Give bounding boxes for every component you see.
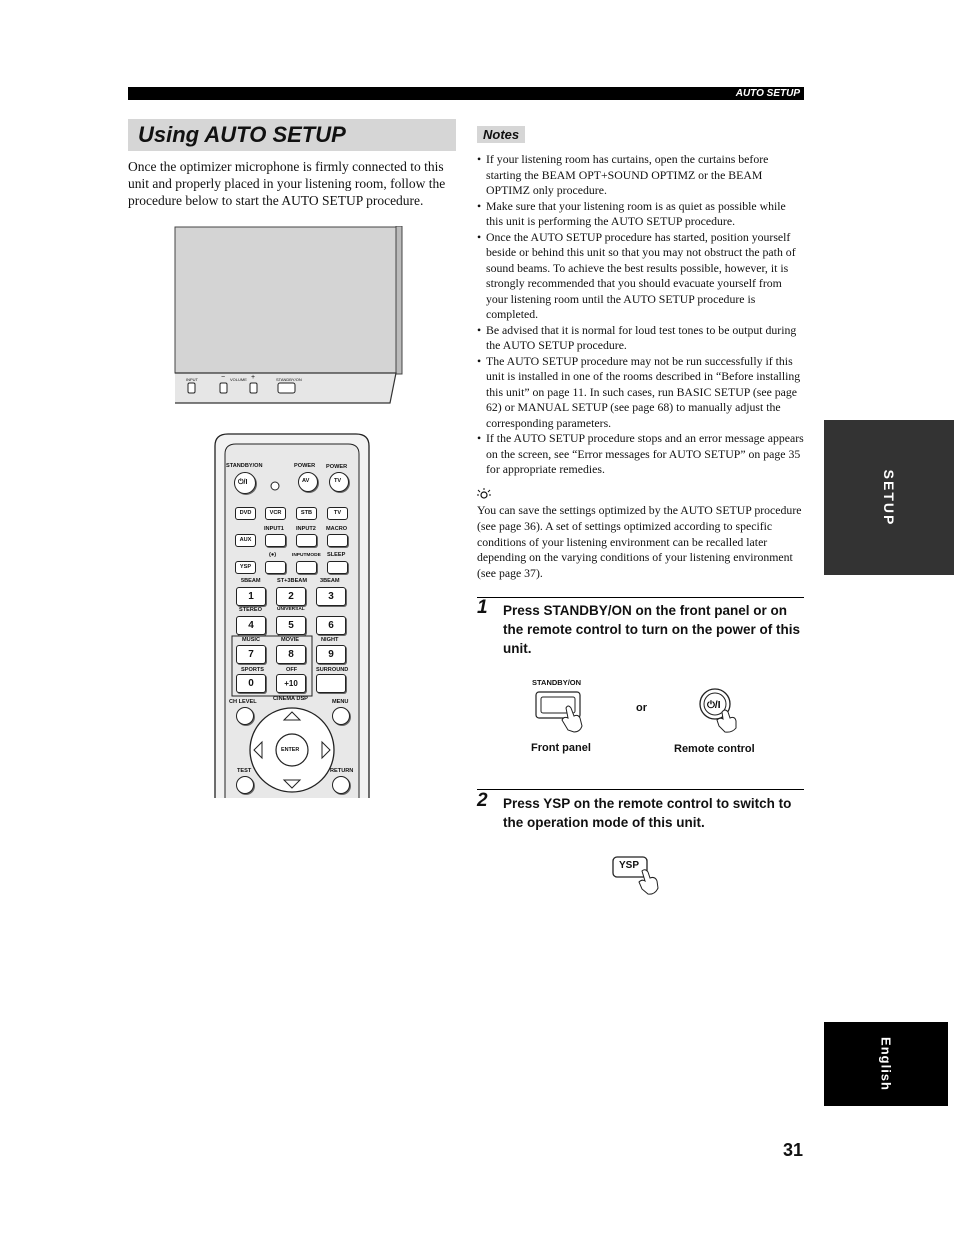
remote-st3beam-label: ST+3BEAM bbox=[277, 578, 307, 584]
power-icon: ⏻/I bbox=[238, 479, 248, 486]
note-item: • Once the AUTO SETUP procedure has started, position yourself beside or behind this unit so that you may not obstruct the path of sound beams. To achieve the best results possible, however, it is strongly recommended that you should evacuate yourself from your listening room until the AUTO SETUP procedure is completed. bbox=[477, 230, 805, 323]
panel-label-minus: − bbox=[221, 374, 226, 381]
step-2-text: Press YSP on the remote control to switch to the operation mode of this unit. bbox=[503, 796, 792, 830]
remote-ch-level-button[interactable] bbox=[236, 707, 254, 725]
step-2-number: 2 bbox=[477, 790, 488, 811]
remote-aux-button[interactable]: AUX bbox=[235, 534, 256, 547]
remote-movie-label: MOVIE bbox=[281, 637, 300, 643]
remote-5beam-label: 5BEAM bbox=[241, 578, 261, 584]
remote-ysp-button[interactable]: YSP bbox=[235, 561, 256, 574]
panel-label-standby: STANDBY/ON bbox=[276, 377, 302, 382]
front-panel-standby-button-figure bbox=[534, 690, 594, 734]
remote-illustration bbox=[214, 432, 370, 798]
step-1-number: 1 bbox=[477, 597, 488, 618]
page-number: 31 bbox=[783, 1140, 804, 1160]
remote-num-9[interactable]: 9 bbox=[316, 645, 346, 664]
note-item: • The AUTO SETUP procedure may not be run successfully if this unit is installed in one of the rooms described in “Before installing this unit” on page 11. In such cases, run BASIC SETUP (see page 62) or MANUAL SETUP (see page 68) to manually adjust the corresponding parameters. bbox=[477, 354, 805, 432]
remote-menu-button[interactable] bbox=[332, 707, 350, 725]
remote-av-label: AV bbox=[302, 478, 310, 484]
remote-dvd-button[interactable]: DVD bbox=[235, 507, 256, 520]
remote-mic-label: (●) bbox=[269, 552, 277, 558]
ysp-button-label: YSP bbox=[619, 860, 640, 871]
remote-num-5[interactable]: 5 bbox=[276, 616, 306, 635]
remote-num-1[interactable]: 1 bbox=[236, 587, 266, 606]
remote-enter-label[interactable]: ENTER bbox=[281, 747, 300, 753]
step-1-text: Press STANDBY/ON on the front panel or on the remote control to turn on the power of this unit. bbox=[503, 603, 800, 656]
remote-num-3[interactable]: 3 bbox=[316, 587, 346, 606]
remote-sleep-button[interactable] bbox=[327, 561, 348, 574]
remote-input1-button[interactable] bbox=[265, 534, 286, 547]
panel-label-plus: + bbox=[251, 374, 256, 381]
remote-macro-label: MACRO bbox=[326, 526, 348, 532]
panel-label-volume: VOLUME bbox=[230, 377, 247, 382]
remote-surround-label: SURROUND bbox=[316, 667, 349, 673]
remote-num-2[interactable]: 2 bbox=[276, 587, 306, 606]
remote-mic-button[interactable] bbox=[265, 561, 286, 574]
or-label: or bbox=[636, 702, 647, 714]
remote-vcr-button[interactable]: VCR bbox=[265, 507, 286, 520]
remote-num-4[interactable]: 4 bbox=[236, 616, 266, 635]
remote-sports-label: SPORTS bbox=[241, 667, 265, 673]
section-label: AUTO SETUP bbox=[735, 88, 800, 99]
side-tab-setup bbox=[824, 420, 954, 575]
remote-input1-label: INPUT1 bbox=[264, 526, 284, 532]
header-bar bbox=[128, 87, 804, 100]
remote-stb-button[interactable]: STB bbox=[296, 507, 317, 520]
remote-cinema-dsp-label: CINEMA DSP bbox=[273, 696, 308, 702]
remote-macro-button[interactable] bbox=[327, 534, 348, 547]
remote-tv-power-label: TV bbox=[334, 478, 342, 484]
remote-tv-button[interactable]: TV bbox=[327, 507, 348, 520]
note-item: • Make sure that your listening room is as quiet as possible while this unit is performing the AUTO SETUP procedure. bbox=[477, 199, 805, 230]
title-box bbox=[128, 119, 456, 151]
remote-num-7[interactable]: 7 bbox=[236, 645, 266, 664]
remote-power-av-label: POWER bbox=[294, 463, 316, 469]
remote-surround-button[interactable] bbox=[316, 674, 346, 693]
note-item: • Be advised that it is normal for loud test tones to be output during the AUTO SETUP procedure. bbox=[477, 323, 805, 354]
svg-text:⏻/I: ⏻/I bbox=[707, 700, 721, 711]
front-panel-standby-drawing bbox=[534, 690, 594, 734]
remote-3beam-label: 3BEAM bbox=[320, 578, 340, 584]
remote-universal-label: UNIVERSAL bbox=[277, 607, 305, 612]
remote-num-6[interactable]: 6 bbox=[316, 616, 346, 635]
remote-standby-label: STANDBY/ON bbox=[226, 463, 263, 469]
remote-standby-drawing bbox=[698, 686, 744, 734]
panel-label-input: INPUT bbox=[186, 377, 198, 382]
note-item: • If the AUTO SETUP procedure stops and an error message appears on the screen, see “Error messages for AUTO SETUP” on page 35 for appropriate remedies. bbox=[477, 431, 805, 478]
note-item: • If your listening room has curtains, open the curtains before starting the BEAM OPT+SOUND OPTIMZ or the BEAM OPTIMZ only procedure. bbox=[477, 152, 805, 199]
page-title: Using AUTO SETUP bbox=[138, 122, 346, 147]
remote-stereo-label: STEREO bbox=[239, 607, 263, 613]
front-panel-illustration bbox=[174, 226, 404, 406]
side-tab-setup-label: SETUP bbox=[881, 469, 897, 526]
step1-standby-label: STANDBY/ON bbox=[532, 678, 582, 687]
notes-list bbox=[477, 152, 805, 478]
notes-heading: Notes bbox=[477, 126, 525, 143]
ysp-button-figure bbox=[612, 855, 666, 897]
remote-test-button[interactable] bbox=[236, 776, 254, 794]
remote-sleep-label: SLEEP bbox=[327, 552, 346, 558]
remote-off-label: OFF bbox=[286, 667, 298, 673]
remote-inputmode-button[interactable] bbox=[296, 561, 317, 574]
remote-return-button[interactable] bbox=[332, 776, 350, 794]
step-1-rule bbox=[477, 597, 804, 598]
remote-standby-button-figure bbox=[698, 686, 744, 734]
remote-night-label: NIGHT bbox=[321, 637, 339, 643]
remote-return-label: RETURN bbox=[330, 768, 354, 774]
step-2-rule bbox=[477, 789, 804, 790]
remote-input2-label: INPUT2 bbox=[296, 526, 316, 532]
side-tab-english bbox=[824, 1022, 948, 1106]
remote-music-label: MUSIC bbox=[242, 637, 261, 643]
tip-paragraph: You can save the settings optimized by the AUTO SETUP procedure (see page 36). A set of settings optimized according to specific conditions of your listening environment can be recalled later depending on the varying conditions of your listening environment (see page 37). bbox=[477, 503, 802, 581]
remote-test-label: TEST bbox=[237, 768, 252, 774]
remote-num-0[interactable]: 0 bbox=[236, 674, 266, 693]
remote-plus10[interactable]: +10 bbox=[276, 674, 306, 693]
remote-num-8[interactable]: 8 bbox=[276, 645, 306, 664]
front-panel-caption: Front panel bbox=[531, 742, 591, 754]
remote-power-tv-label: POWER bbox=[326, 464, 348, 470]
side-tab-english-label: English bbox=[878, 1037, 894, 1091]
remote-inputmode-label: INPUTMODE bbox=[292, 553, 321, 558]
remote-ch-level-label: CH LEVEL bbox=[229, 699, 257, 705]
remote-input2-button[interactable] bbox=[296, 534, 317, 547]
remote-menu-label: MENU bbox=[332, 699, 349, 705]
remote-control-caption: Remote control bbox=[674, 743, 755, 755]
intro-paragraph: Once the optimizer microphone is firmly connected to this unit and properly placed in your listening room, follow the procedure below to start the AUTO SETUP procedure. bbox=[128, 159, 446, 208]
